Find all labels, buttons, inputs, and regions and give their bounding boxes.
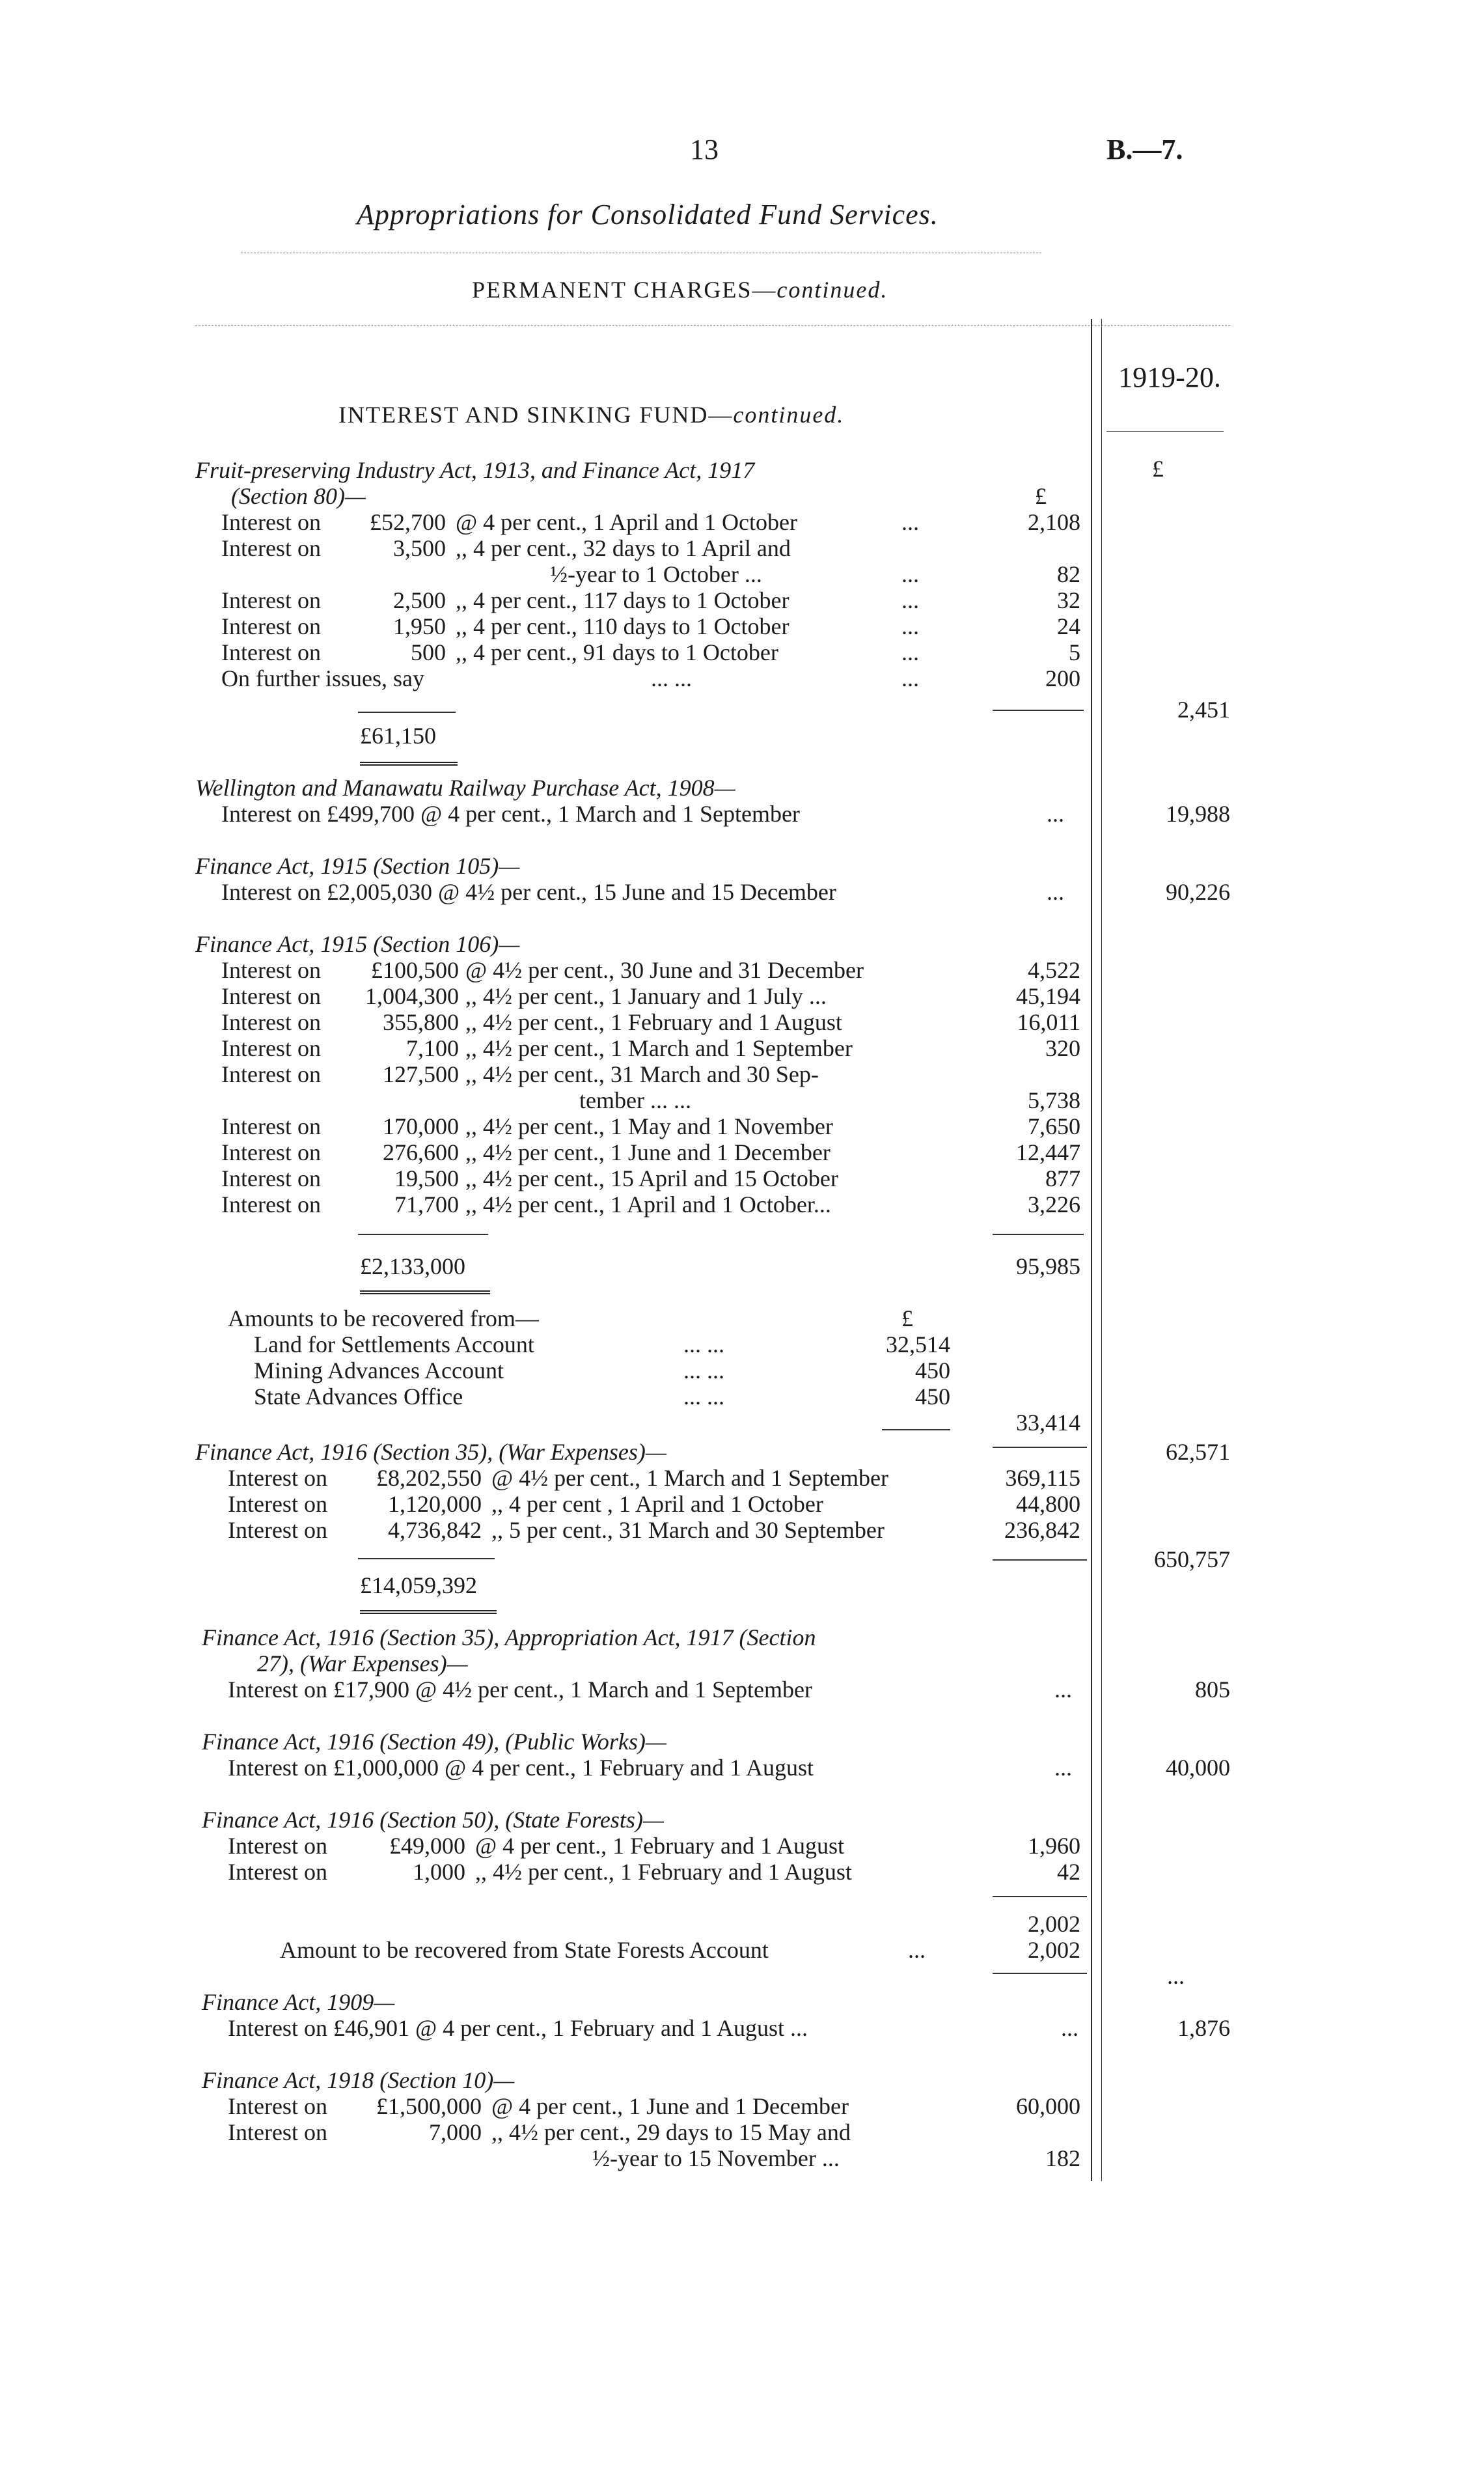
row-amount: 2,108 <box>1028 509 1080 535</box>
row-rate: ,, 4½ per cent., 15 April and 15 October <box>465 1165 838 1191</box>
row-principal: 3,500 <box>393 535 446 561</box>
row-amount: 3,226 <box>1028 1191 1080 1217</box>
row-principal: 500 <box>411 639 446 665</box>
year-header-rule <box>1106 431 1224 432</box>
finance1909-line: Interest on £46,901 @ 4 per cent., 1 February and 1 August ... <box>228 2015 808 2041</box>
row-amount: 4,522 <box>1028 957 1080 983</box>
finance35-double-rule <box>360 1610 497 1614</box>
page-title: Appropriations for Consolidated Fund Services. <box>357 199 939 230</box>
row-rate: @ 4 per cent., 1 April and 1 October <box>456 509 798 535</box>
subtitle <box>472 277 888 303</box>
row-principal: 1,950 <box>393 613 446 639</box>
recover-rule <box>882 1429 950 1430</box>
row-rate: ... ... <box>651 665 692 691</box>
row-principal: 1,004,300 <box>365 983 459 1009</box>
row-rate: @ 4½ per cent., 1 March and 1 September <box>491 1465 888 1491</box>
row-rate: ,, 4½ per cent., 1 March and 1 September <box>465 1035 853 1061</box>
row-principal: 7,000 <box>429 2119 482 2145</box>
row-amount: 1,960 <box>1028 1833 1080 1859</box>
finance1918-heading: Finance Act, 1918 (Section 10)— <box>202 2067 515 2093</box>
wellington-year-total: 19,988 <box>1166 801 1230 827</box>
row-principal: 71,700 <box>394 1191 459 1217</box>
column-divider-right <box>1101 319 1102 2181</box>
row-amount: 877 <box>1045 1165 1080 1191</box>
row-label: Interest on <box>228 1465 327 1491</box>
row-rate: @ 4½ per cent., 30 June and 31 December <box>465 957 864 983</box>
row-amount: 24 <box>1057 613 1080 639</box>
row-label: Interest on <box>221 1113 321 1139</box>
finance35-subtotal-rule <box>993 1559 1087 1561</box>
section-title <box>338 402 844 428</box>
finance50-recover-amount: 2,002 <box>1028 1937 1080 1963</box>
row-dots: ... <box>901 561 919 587</box>
row-principal: 4,736,842 <box>388 1517 482 1543</box>
recover-dots: ... ... <box>683 1331 724 1357</box>
fruit-year-total: 2,451 <box>1177 697 1230 723</box>
finance50-heading: Finance Act, 1916 (Section 50), (State Forests)— <box>202 1807 664 1833</box>
row-dots: ... <box>901 665 919 691</box>
wellington-line: Interest on £499,700 @ 4 per cent., 1 March and 1 September <box>221 801 800 827</box>
row-rate: ,, 4½ per cent., 1 February and 1 August <box>465 1009 842 1035</box>
row-label: Interest on <box>221 613 321 639</box>
recover-dots: ... ... <box>683 1357 724 1384</box>
row-label: On further issues, say <box>221 665 424 691</box>
finance35-year-total: 650,757 <box>1154 1546 1230 1572</box>
finance49-line: Interest on £1,000,000 @ 4 per cent., 1 February and 1 August <box>228 1755 814 1781</box>
subtitle-main: PERMANENT CHARGES— <box>472 277 777 303</box>
recover-pound-sign: £ <box>901 1305 913 1331</box>
row-label: Interest on <box>221 1165 321 1191</box>
recover-amount: 450 <box>915 1384 950 1410</box>
finance106-subtotal-rule <box>993 1234 1084 1235</box>
row-amount: 320 <box>1045 1035 1080 1061</box>
approp-heading: Finance Act, 1916 (Section 35), Appropriation Act, 1917 (Section <box>202 1624 816 1650</box>
row-rate: ,, 4½ per cent., 1 January and 1 July ... <box>465 983 827 1009</box>
row-rate: ,, 4½ per cent., 29 days to 15 May and <box>491 2119 851 2145</box>
fruit-double-rule <box>360 762 458 766</box>
row-amount: 32 <box>1057 587 1080 613</box>
fruit-pound-sign: £ <box>1035 483 1047 509</box>
row-rate: @ 4 per cent., 1 June and 1 December <box>491 2093 849 2119</box>
row-rate: ½-year to 15 November ... <box>592 2145 840 2171</box>
row-amount: 7,650 <box>1028 1113 1080 1139</box>
row-principal: 1,120,000 <box>388 1491 482 1517</box>
recover-heading: Amounts to be recovered from— <box>228 1305 539 1331</box>
finance105-heading: Finance Act, 1915 (Section 105)— <box>195 853 520 879</box>
row-principal: 1,000 <box>413 1859 465 1885</box>
row-amount: 45,194 <box>1016 983 1080 1009</box>
fruit-heading: Fruit-preserving Industry Act, 1913, and Finance Act, 1917 <box>195 457 755 483</box>
row-amount: 5 <box>1069 639 1080 665</box>
row-amount: 236,842 <box>1004 1517 1080 1543</box>
row-principal: £52,700 <box>370 509 446 535</box>
approp-line: Interest on £17,900 @ 4½ per cent., 1 March and 1 September <box>228 1676 812 1703</box>
row-rate: ,, 4½ per cent., 1 February and 1 August <box>475 1859 852 1885</box>
row-rate: ,, 4 per cent., 117 days to 1 October <box>456 587 790 613</box>
row-label: Interest on <box>221 1009 321 1035</box>
finance106-year-total: 62,571 <box>1166 1439 1230 1465</box>
finance35-total-principal: £14,059,392 <box>360 1572 477 1598</box>
finance1909-heading: Finance Act, 1909— <box>202 1989 395 2015</box>
row-principal: £100,500 <box>371 957 459 983</box>
row-rate: ,, 5 per cent., 31 March and 30 September <box>491 1517 885 1543</box>
row-label: Interest on <box>228 1833 327 1859</box>
column-divider-left <box>1091 319 1092 2181</box>
finance50-recover-dots: ... <box>908 1937 926 1963</box>
row-label: Interest on <box>221 587 321 613</box>
row-label: Interest on <box>221 535 321 561</box>
row-principal: 19,500 <box>394 1165 459 1191</box>
row-label: Interest on <box>228 1859 327 1885</box>
row-principal: 276,600 <box>383 1139 459 1165</box>
finance49-dots: ... <box>1054 1755 1072 1781</box>
recover-total: 33,414 <box>1016 1410 1080 1436</box>
row-rate: ½-year to 1 October ... <box>550 561 762 587</box>
row-label: Interest on <box>221 1139 321 1165</box>
wellington-dots: ... <box>1047 801 1064 827</box>
finance106-total-principal: £2,133,000 <box>360 1253 465 1279</box>
finance50-recover-line: Amount to be recovered from State Forests Account <box>280 1937 769 1963</box>
finance35-principal-rule <box>358 1558 495 1559</box>
finance50-net-rule <box>993 1973 1087 1974</box>
row-label: Interest on <box>228 2093 327 2119</box>
finance105-year-total: 90,226 <box>1166 879 1230 905</box>
finance49-year-total: 40,000 <box>1166 1755 1230 1781</box>
subtitle-continued: continued. <box>776 277 888 303</box>
row-principal: £8,202,550 <box>376 1465 482 1491</box>
page-number: 13 <box>690 133 719 165</box>
finance49-heading: Finance Act, 1916 (Section 49), (Public Works)— <box>202 1729 666 1755</box>
row-rate: ,, 4½ per cent., 1 May and 1 November <box>465 1113 833 1139</box>
row-rate: tember ... ... <box>579 1087 691 1113</box>
row-label: Interest on <box>228 2119 327 2145</box>
row-label: Interest on <box>221 957 321 983</box>
row-rate: ,, 4½ per cent., 31 March and 30 Sep- <box>465 1061 819 1087</box>
fruit-subtotal-rule <box>993 710 1084 711</box>
row-principal: 7,100 <box>406 1035 459 1061</box>
fruit-total-principal: £61,150 <box>360 723 436 749</box>
document-reference: B.—7. <box>1106 133 1183 165</box>
recover-amount: 32,514 <box>886 1331 950 1357</box>
finance106-principal-rule <box>358 1234 488 1235</box>
year-column-pound: £ <box>1152 456 1164 482</box>
recover-name: State Advances Office <box>254 1384 463 1410</box>
finance105-line: Interest on £2,005,030 @ 4½ per cent., 15 June and 15 December <box>221 879 836 905</box>
section-title-continued: continued. <box>733 402 845 428</box>
finance106-net-rule <box>993 1447 1087 1448</box>
row-principal: 127,500 <box>383 1061 459 1087</box>
row-label: Interest on <box>221 509 321 535</box>
finance106-heading: Finance Act, 1915 (Section 106)— <box>195 931 520 957</box>
finance106-double-rule <box>360 1290 490 1294</box>
row-dots: ... <box>901 639 919 665</box>
finance105-dots: ... <box>1047 879 1064 905</box>
finance50-subtotal-rule <box>993 1896 1087 1897</box>
row-principal: 170,000 <box>383 1113 459 1139</box>
row-amount: 369,115 <box>1005 1465 1080 1491</box>
row-principal: £1,500,000 <box>376 2093 482 2119</box>
row-label: Interest on <box>228 1517 327 1543</box>
row-principal: 355,800 <box>383 1009 459 1035</box>
wellington-heading: Wellington and Manawatu Railway Purchase Act, 1908— <box>195 775 735 801</box>
row-amount: 16,011 <box>1017 1009 1080 1035</box>
finance50-subtotal: 2,002 <box>1028 1911 1080 1937</box>
fruit-principal-rule <box>358 712 456 713</box>
approp-dots: ... <box>1054 1676 1072 1703</box>
row-dots: ... <box>901 587 919 613</box>
row-amount: 42 <box>1057 1859 1080 1885</box>
row-principal: £49,000 <box>389 1833 465 1859</box>
row-dots: ... <box>901 509 919 535</box>
row-amount: 12,447 <box>1016 1139 1080 1165</box>
row-rate: ,, 4 per cent , 1 April and 1 October <box>491 1491 823 1517</box>
row-label: Interest on <box>221 639 321 665</box>
row-amount: 182 <box>1045 2145 1080 2171</box>
row-rate: ,, 4½ per cent., 1 June and 1 December <box>465 1139 831 1165</box>
row-label: Interest on <box>221 983 321 1009</box>
recover-amount: 450 <box>915 1357 950 1384</box>
row-label: Interest on <box>221 1035 321 1061</box>
recover-dots: ... ... <box>683 1384 724 1410</box>
row-label: Interest on <box>221 1061 321 1087</box>
row-label: Interest on <box>221 1191 321 1217</box>
section-title-main: INTEREST AND SINKING FUND— <box>338 402 734 428</box>
row-rate: ,, 4 per cent., 110 days to 1 October <box>456 613 790 639</box>
row-amount: 60,000 <box>1016 2093 1080 2119</box>
row-amount: 5,738 <box>1028 1087 1080 1113</box>
row-rate: ,, 4 per cent., 32 days to 1 April and <box>456 535 791 561</box>
finance106-subtotal: 95,985 <box>1016 1253 1080 1279</box>
finance50-year-total: ... <box>1167 1963 1185 1989</box>
approp-heading-cont: 27), (War Expenses)— <box>257 1650 468 1676</box>
row-amount: 82 <box>1057 561 1080 587</box>
recover-name: Mining Advances Account <box>254 1357 504 1384</box>
row-amount: 44,800 <box>1016 1491 1080 1517</box>
row-amount: 200 <box>1045 665 1080 691</box>
finance1909-dots: ... <box>1061 2015 1079 2041</box>
row-rate: @ 4 per cent., 1 February and 1 August <box>475 1833 845 1859</box>
recover-name: Land for Settlements Account <box>254 1331 534 1357</box>
row-dots: ... <box>901 613 919 639</box>
row-principal: 2,500 <box>393 587 446 613</box>
row-rate: ,, 4½ per cent., 1 April and 1 October... <box>465 1191 831 1217</box>
fruit-heading-section: (Section 80)— <box>231 483 366 509</box>
finance1909-year-total: 1,876 <box>1177 2015 1230 2041</box>
row-label: Interest on <box>228 1491 327 1517</box>
row-rate: ,, 4 per cent., 91 days to 1 October <box>456 639 778 665</box>
approp-year-total: 805 <box>1195 1676 1230 1703</box>
finance35-heading: Finance Act, 1916 (Section 35), (War Expenses)— <box>195 1439 666 1465</box>
year-column-header: 1919-20. <box>1118 361 1221 393</box>
